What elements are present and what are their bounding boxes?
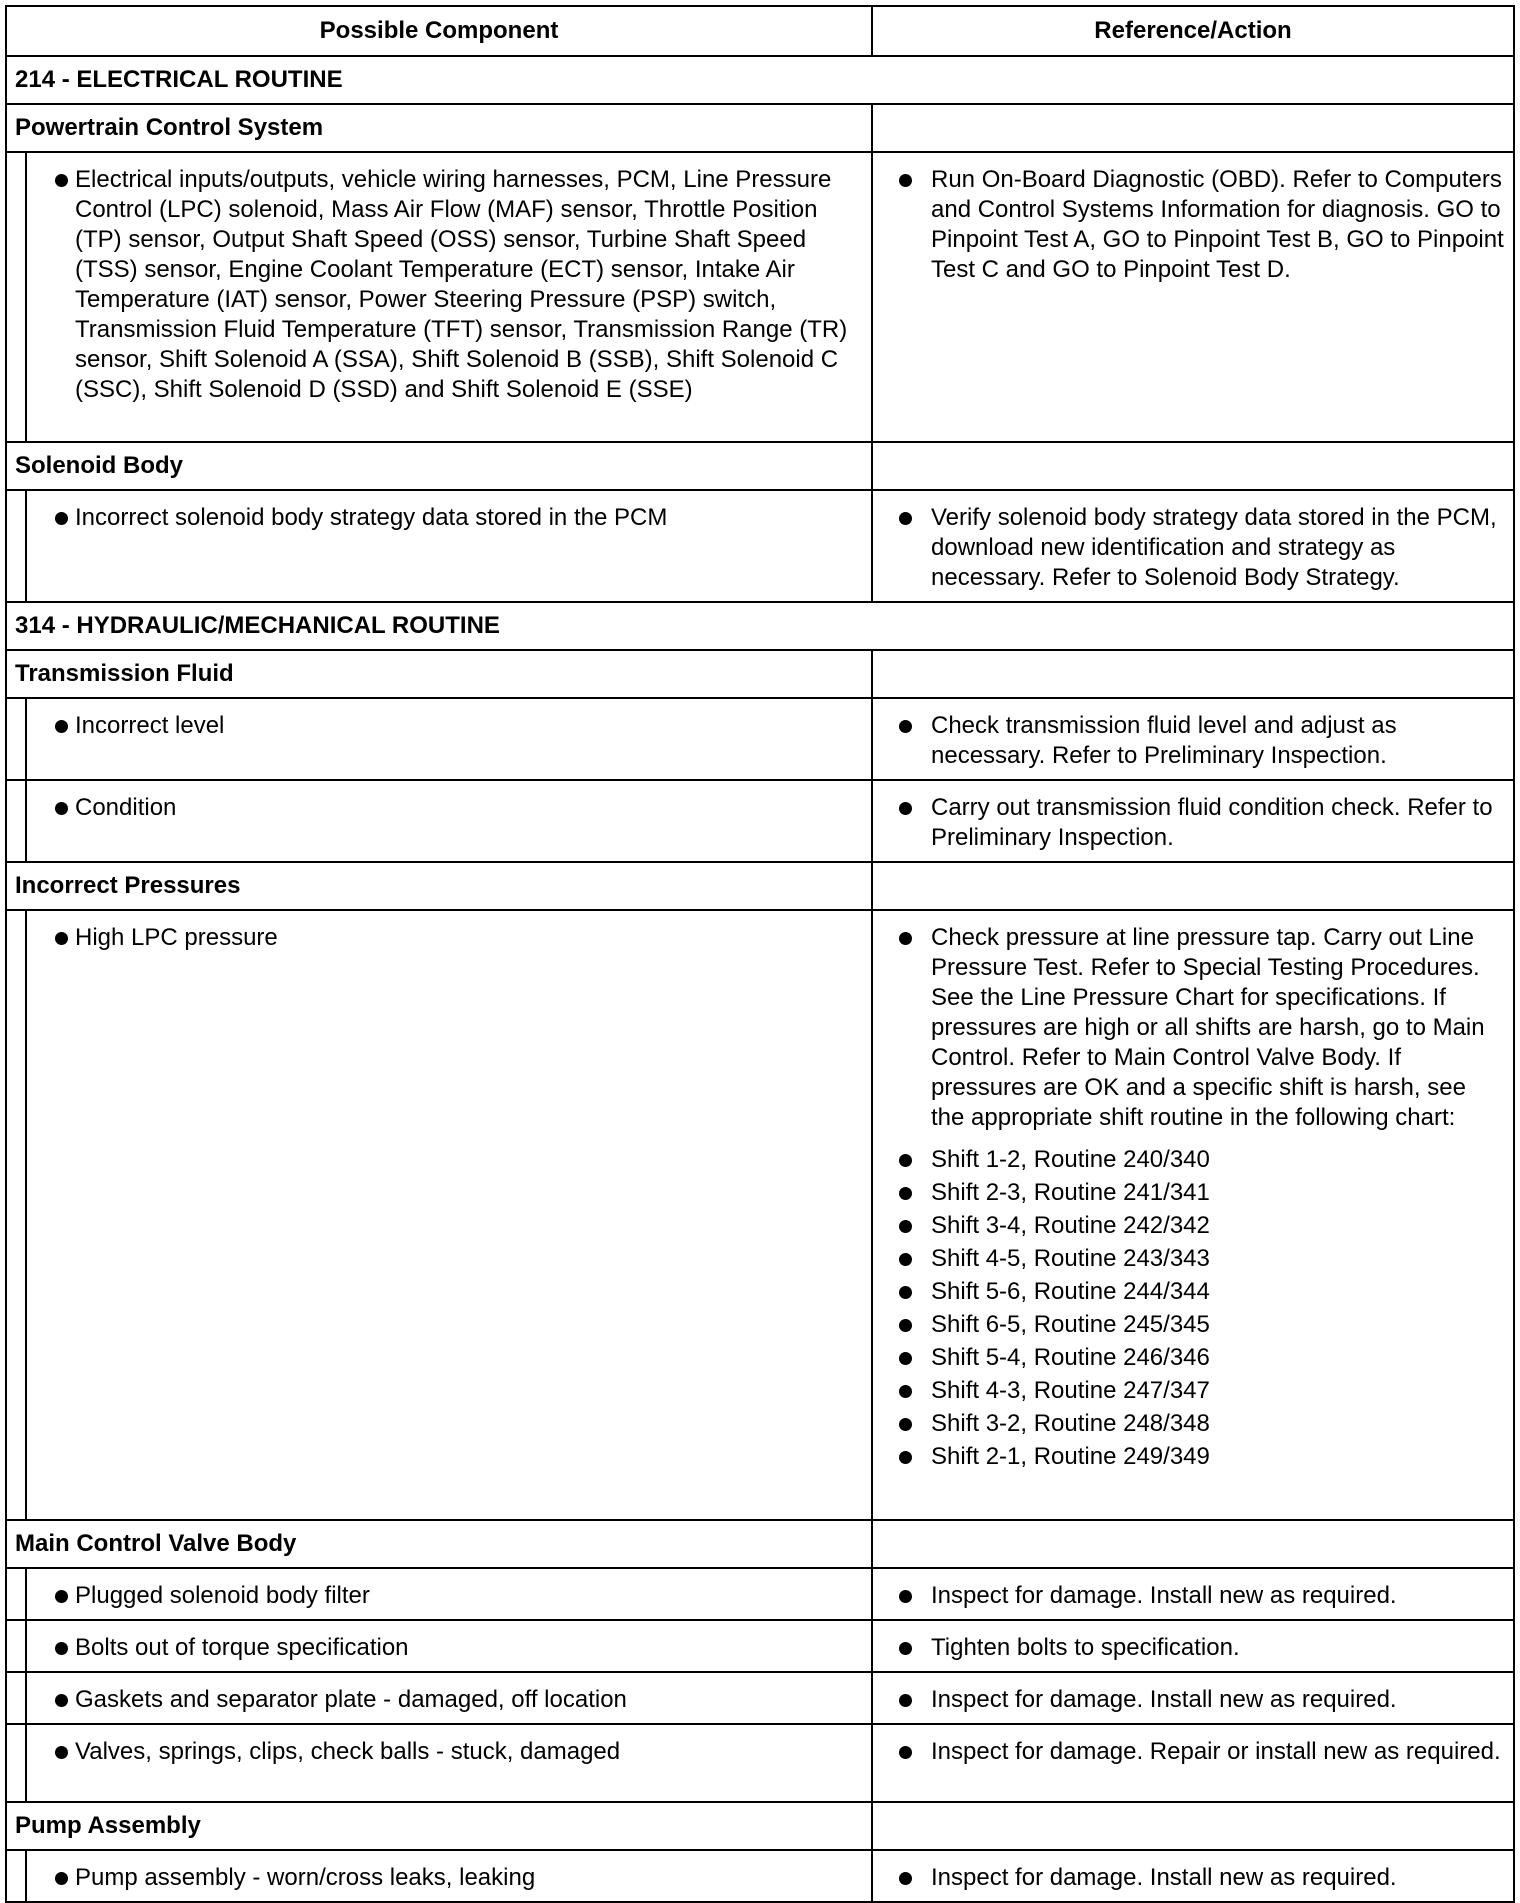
shift-routine-list (931, 1143, 1505, 1473)
shift-routine-text: Shift 3-2, Routine 248/348 (931, 1410, 1210, 1437)
component-cell (26, 780, 872, 862)
bullet-icon (899, 1451, 912, 1464)
action-cell (872, 910, 1514, 1520)
indent-cell (6, 780, 26, 862)
mcvb-action: Inspect for damage. Repair or install new as required. (931, 1738, 1501, 1765)
section-empty-cell (872, 104, 1514, 152)
indent-cell (6, 1568, 26, 1620)
component-cell (26, 698, 872, 780)
header-component: Possible Component (6, 6, 872, 56)
section-row (6, 1802, 1514, 1850)
action-cell (872, 152, 1514, 442)
table-row (6, 490, 1514, 602)
mcvb-component: Gaskets and separator plate - damaged, off location (75, 1686, 627, 1713)
component-cell (26, 1724, 872, 1802)
bullet-icon (899, 1253, 912, 1266)
action-cell (872, 490, 1514, 602)
solenoid-action: Verify solenoid body strategy data stored in the PCM, download new identification and strategy as necessary. Refer to Solenoid Body Strategy. (931, 504, 1497, 591)
mcvb-section-title: Main Control Valve Body (6, 1520, 872, 1568)
bullet-icon (899, 1154, 912, 1167)
diagnostic-table (5, 5, 1515, 1903)
mcvb-action: Inspect for damage. Install new as required. (931, 1582, 1397, 1609)
indent-cell (6, 1850, 26, 1902)
section-row (6, 104, 1514, 152)
bullet-icon (899, 1220, 912, 1233)
list-item (931, 1308, 1505, 1341)
shift-routine-text: Shift 2-1, Routine 249/349 (931, 1443, 1210, 1470)
component-cell (26, 1620, 872, 1672)
indent-cell (6, 910, 26, 1520)
bullet-icon (55, 720, 68, 733)
action-cell (872, 1724, 1514, 1802)
header-row (6, 6, 1514, 56)
diagnostic-table-page (5, 5, 1513, 1903)
hydraulic-routine-title: 314 - HYDRAULIC/MECHANICAL ROUTINE (6, 602, 1514, 650)
list-item (931, 1275, 1505, 1308)
action-cell (872, 1568, 1514, 1620)
header-action: Reference/Action (872, 6, 1514, 56)
section-empty-cell (872, 650, 1514, 698)
bullet-icon (899, 1385, 912, 1398)
shift-routine-text: Shift 5-6, Routine 244/344 (931, 1278, 1210, 1305)
bullet-icon (899, 1286, 912, 1299)
fluid-condition-component: Condition (75, 794, 177, 821)
bullet-icon (899, 1746, 912, 1759)
component-cell (26, 910, 872, 1520)
fluid-level-component: Incorrect level (75, 712, 225, 739)
component-cell (26, 1568, 872, 1620)
action-cell (872, 1850, 1514, 1902)
list-item (931, 1242, 1505, 1275)
table-row (6, 910, 1514, 1520)
section-empty-cell (872, 1802, 1514, 1850)
table-row (6, 1850, 1514, 1902)
action-cell (872, 698, 1514, 780)
section-row (6, 862, 1514, 910)
bullet-icon (899, 1319, 912, 1332)
list-item (931, 1176, 1505, 1209)
fluid-condition-action: Carry out transmission fluid condition check. Refer to Preliminary Inspection. (931, 794, 1493, 851)
shift-routine-text: Shift 1-2, Routine 240/340 (931, 1146, 1210, 1173)
table-row (6, 152, 1514, 442)
table-row (6, 1620, 1514, 1672)
bullet-icon (899, 174, 912, 187)
mcvb-action: Tighten bolts to specification. (931, 1634, 1240, 1661)
shift-routine-text: Shift 2-3, Routine 241/341 (931, 1179, 1210, 1206)
action-cell (872, 780, 1514, 862)
table-row (6, 1568, 1514, 1620)
bullet-icon (55, 512, 68, 525)
mcvb-component: Plugged solenoid body filter (75, 1582, 370, 1609)
bullet-icon (899, 802, 912, 815)
component-cell (26, 490, 872, 602)
bullet-icon (55, 802, 68, 815)
bullet-icon (55, 1590, 68, 1603)
bullet-icon (899, 720, 912, 733)
action-cell (872, 1620, 1514, 1672)
solenoid-section-title: Solenoid Body (6, 442, 872, 490)
bullet-icon (899, 1642, 912, 1655)
section-empty-cell (872, 1520, 1514, 1568)
solenoid-component: Incorrect solenoid body strategy data stored in the PCM (75, 504, 668, 531)
bullet-icon (899, 1352, 912, 1365)
powertrain-component: Electrical inputs/outputs, vehicle wiring harnesses, PCM, Line Pressure Control (LPC) solenoid, Mass Air Flow (MAF) sensor, Throttle Position (TP) sensor, Output Shaft Speed (OSS) sensor, Turbine Shaft Speed (TSS) sensor, Engine Coolant Temperature (ECT) sensor, Intake Air Temperature (IAT) sensor, Power Steering Pressure (PSP) switch, Transmission Fluid Temperature (TFT) sensor, Transmission Range (TR) sensor, Shift Solenoid A (SSA), Shift Solenoid B (SSB), Shift Solenoid C (SSC), Shift Solenoid D (SSD) and Shift Solenoid E (SSE) (75, 166, 848, 403)
bullet-icon (899, 932, 912, 945)
routine-row (6, 602, 1514, 650)
list-item (931, 1374, 1505, 1407)
routine-row (6, 56, 1514, 104)
list-item (931, 1209, 1505, 1242)
component-cell (26, 1850, 872, 1902)
list-item (931, 1440, 1505, 1473)
powertrain-section-title: Powertrain Control System (6, 104, 872, 152)
list-item (931, 1407, 1505, 1440)
mcvb-component: Valves, springs, clips, check balls - stuck, damaged (75, 1738, 621, 1765)
pressures-component: High LPC pressure (75, 924, 278, 951)
shift-routine-text: Shift 3-4, Routine 242/342 (931, 1212, 1210, 1239)
bullet-icon (899, 1694, 912, 1707)
section-empty-cell (872, 862, 1514, 910)
section-row (6, 1520, 1514, 1568)
mcvb-component: Bolts out of torque specification (75, 1634, 409, 1661)
bullet-icon (899, 1187, 912, 1200)
shift-routine-text: Shift 6-5, Routine 245/345 (931, 1311, 1210, 1338)
fluid-section-title: Transmission Fluid (6, 650, 872, 698)
indent-cell (6, 490, 26, 602)
pressures-section-title: Incorrect Pressures (6, 862, 872, 910)
table-row (6, 1672, 1514, 1724)
bullet-icon (899, 1418, 912, 1431)
section-row (6, 650, 1514, 698)
section-row (6, 442, 1514, 490)
shift-routine-text: Shift 5-4, Routine 246/346 (931, 1344, 1210, 1371)
bullet-icon (55, 1642, 68, 1655)
indent-cell (6, 1620, 26, 1672)
indent-cell (6, 1724, 26, 1802)
bullet-icon (55, 1694, 68, 1707)
list-item (931, 1143, 1505, 1176)
indent-cell (6, 698, 26, 780)
pressures-action: Check pressure at line pressure tap. Carry out Line Pressure Test. Refer to Special Testing Procedures. See the Line Pressure Chart for specifications. If pressures are high or all shifts are harsh, go to Main Control. Refer to Main Control Valve Body. If pressures are OK and a specific shift is harsh, see the appropriate shift routine in the following chart: (931, 924, 1485, 1131)
shift-routine-text: Shift 4-3, Routine 247/347 (931, 1377, 1210, 1404)
table-row (6, 780, 1514, 862)
table-row (6, 1724, 1514, 1802)
indent-cell (6, 152, 26, 442)
pump-section-title: Pump Assembly (6, 1802, 872, 1850)
fluid-level-action: Check transmission fluid level and adjust as necessary. Refer to Preliminary Inspection. (931, 712, 1397, 769)
list-item (931, 1341, 1505, 1374)
shift-routine-text: Shift 4-5, Routine 243/343 (931, 1245, 1210, 1272)
section-empty-cell (872, 442, 1514, 490)
pump-action: Inspect for damage. Install new as required. (931, 1864, 1397, 1891)
action-cell (872, 1672, 1514, 1724)
electrical-routine-title: 214 - ELECTRICAL ROUTINE (6, 56, 1514, 104)
bullet-icon (899, 1590, 912, 1603)
component-cell (26, 1672, 872, 1724)
pump-component: Pump assembly - worn/cross leaks, leaking (75, 1864, 536, 1891)
mcvb-action: Inspect for damage. Install new as required. (931, 1686, 1397, 1713)
bullet-icon (55, 1746, 68, 1759)
indent-cell (6, 1672, 26, 1724)
bullet-icon (55, 932, 68, 945)
bullet-icon (55, 174, 68, 187)
component-cell (26, 152, 872, 442)
table-row (6, 698, 1514, 780)
bullet-icon (899, 512, 912, 525)
powertrain-action: Run On-Board Diagnostic (OBD). Refer to Computers and Control Systems Information for diagnosis. GO to Pinpoint Test A, GO to Pinpoint Test B, GO to Pinpoint Test C and GO to Pinpoint Test D. (931, 166, 1504, 283)
